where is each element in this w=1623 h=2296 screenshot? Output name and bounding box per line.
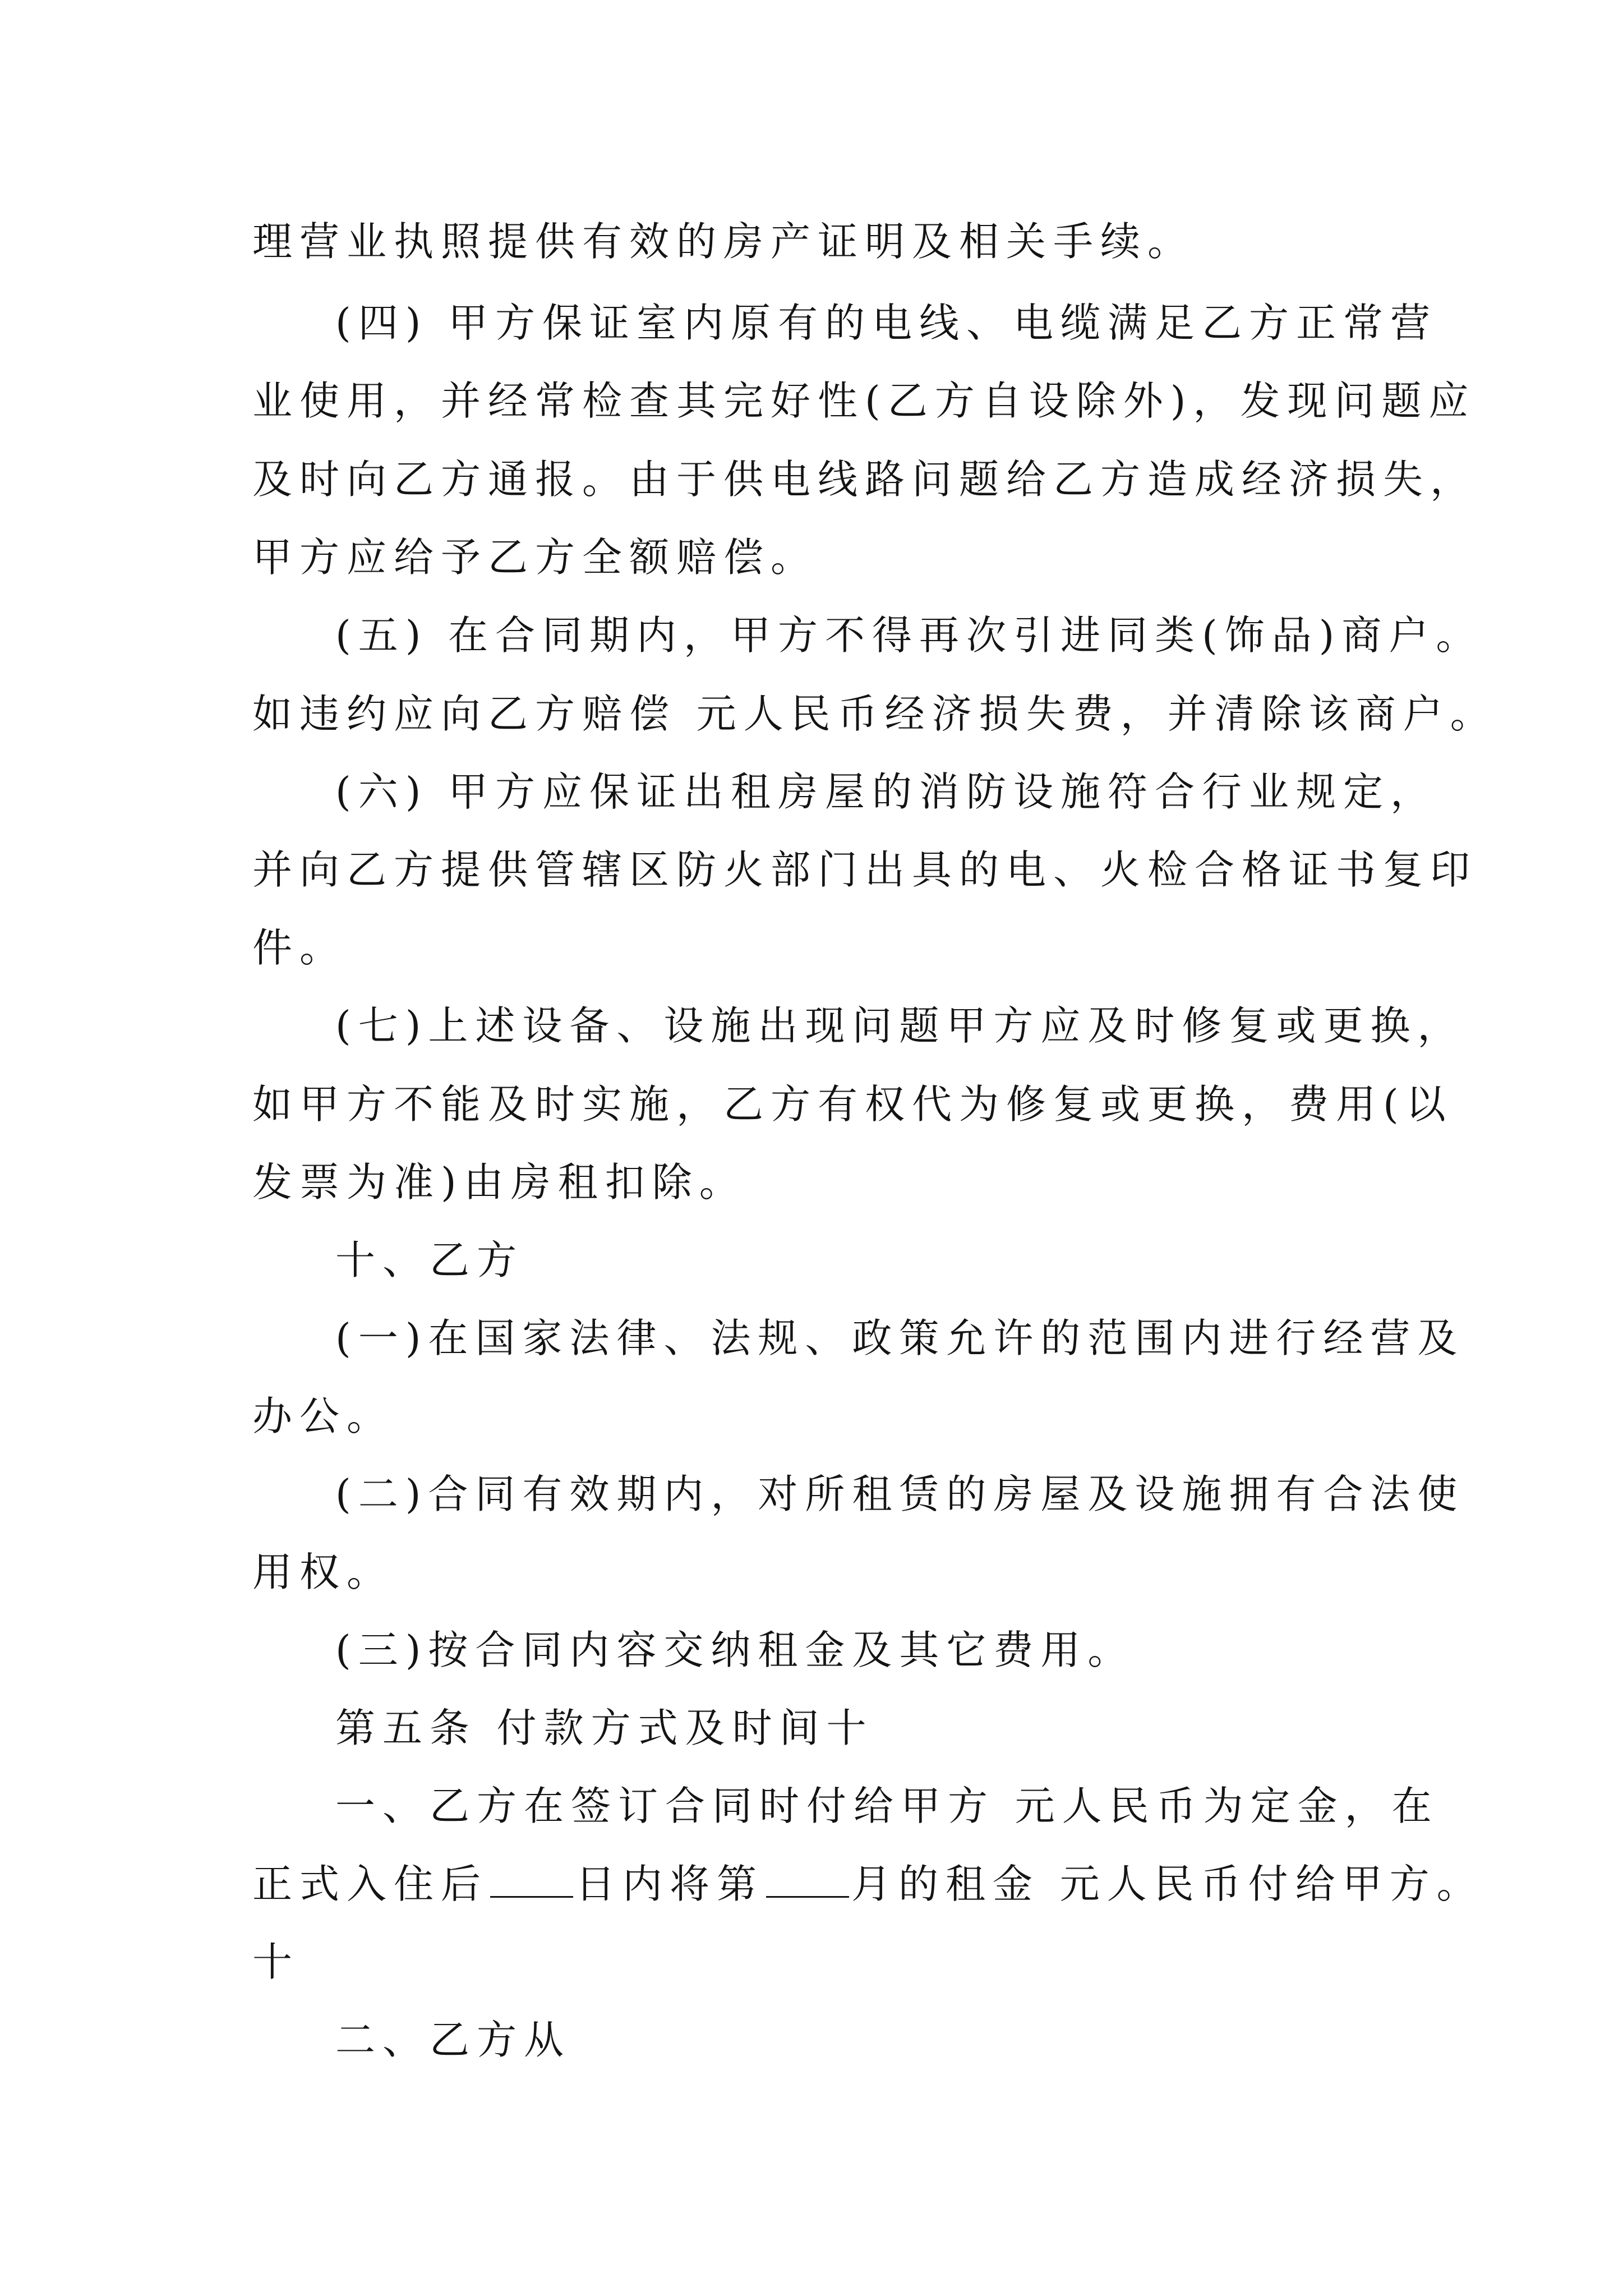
payment-text-1: 正式入住后: [252, 1861, 488, 1907]
payment-line: [252, 1861, 1484, 1907]
body-line: 并向乙方提供管辖区防火部门出具的电、火检合格证书复印: [252, 846, 1478, 893]
body-line: 甲方应给予乙方全额赔偿。: [252, 534, 818, 581]
clause-heading-payment-1: 一、乙方在签订合同时付给甲方 元人民币为定金，在: [335, 1783, 1439, 1829]
clause-heading-5: (五) 在合同期内，甲方不得再次引进同类(饰品)商户。: [335, 612, 1483, 659]
clause-heading-b1: (一)在国家法律、法规、政策允许的范围内进行经营及: [335, 1315, 1465, 1361]
body-line: 用权。: [252, 1549, 394, 1595]
body-line: 如甲方不能及时实施，乙方有权代为修复或更换，费用(以: [252, 1081, 1453, 1128]
clause-heading-payment-2: 二、乙方从: [335, 2017, 571, 2063]
blank-month: [766, 1896, 849, 1898]
body-line: 件。: [252, 924, 347, 971]
article-heading-5: 第五条 付款方式及时间十: [335, 1705, 874, 1751]
body-line: 及时向乙方通报。由于供电线路问题给乙方造成经济损失，: [252, 456, 1478, 503]
body-line: 十: [252, 1939, 300, 1985]
payment-text-3: 月的租金 元人民币付给甲方。: [851, 1861, 1484, 1907]
clause-heading-b2: (二)合同有效期内，对所租赁的房屋及设施拥有合法使: [335, 1471, 1465, 1517]
clause-heading-7: (七)上述设备、设施出现问题甲方应及时修复或更换，: [335, 1002, 1465, 1049]
body-line: 发票为准)由房租扣除。: [252, 1159, 746, 1205]
payment-text-2: 日内将第: [575, 1861, 764, 1907]
section-heading-party-b: 十、乙方: [335, 1237, 524, 1283]
body-line: 理营业执照提供有效的房产证明及相关手续。: [252, 218, 1195, 265]
clause-heading-6: (六) 甲方应保证出租房屋的消防设施符合行业规定，: [335, 769, 1437, 815]
body-line: 如违约应向乙方赔偿 元人民币经济损失费，并清除该商户。: [252, 691, 1497, 737]
body-line: 业使用，并经常检查其完好性(乙方自设除外)，发现问题应: [252, 378, 1476, 424]
clause-heading-b3: (三)按合同内容交纳租金及其它费用。: [335, 1627, 1135, 1673]
clause-heading-4: (四) 甲方保证室内原有的电线、电缆满足乙方正常营: [335, 300, 1437, 346]
body-line: 办公。: [252, 1393, 394, 1439]
blank-days: [490, 1896, 573, 1898]
